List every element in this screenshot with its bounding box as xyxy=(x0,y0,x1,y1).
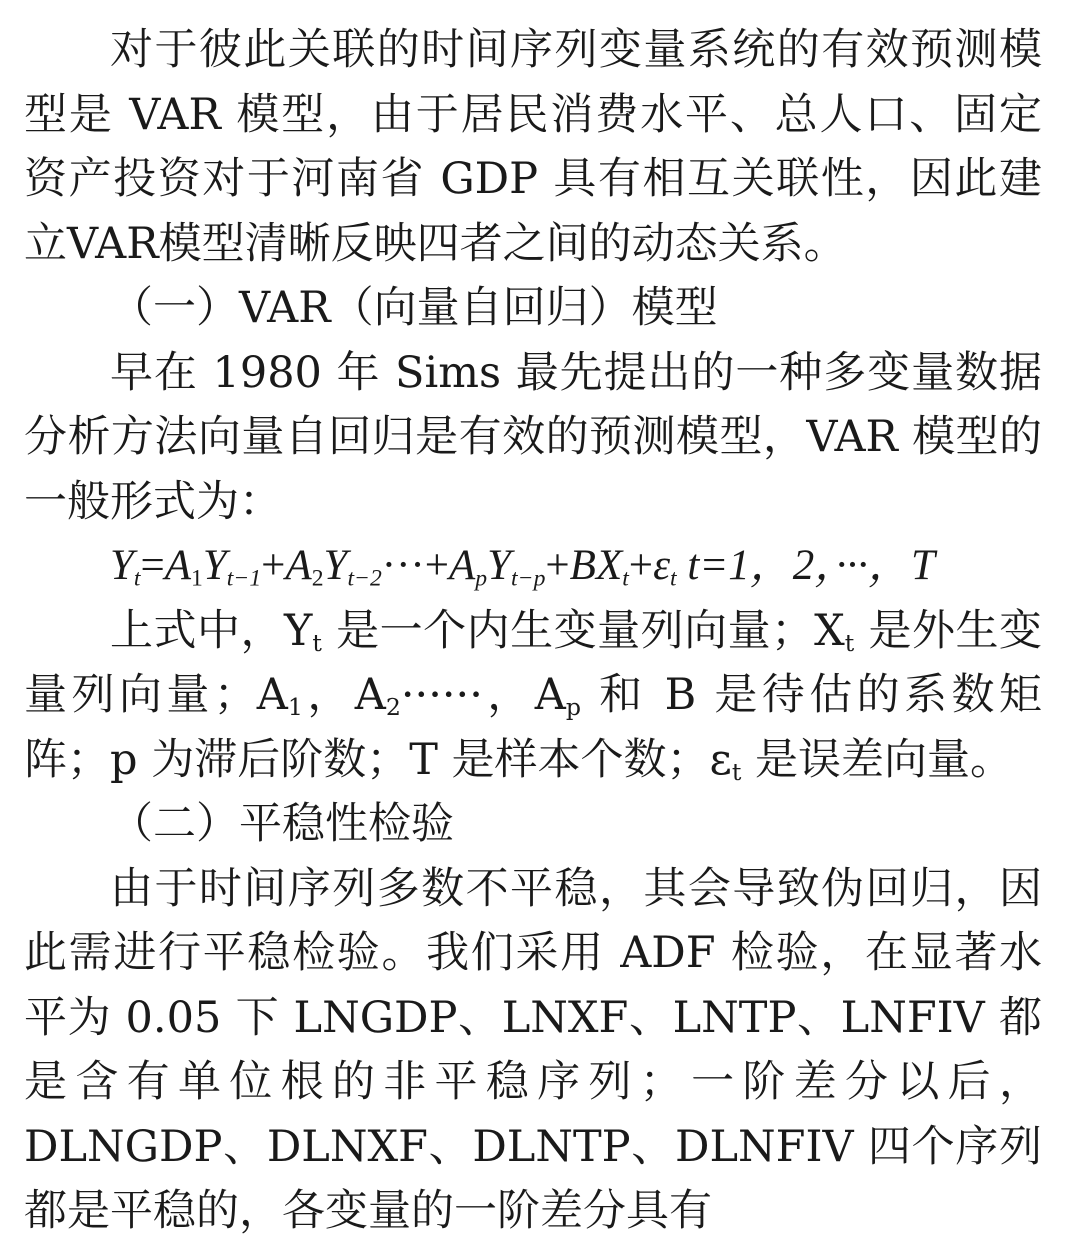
section-heading-stationarity: （二）平稳性检验 xyxy=(110,799,454,849)
document-page xyxy=(24,18,1042,1244)
var-formula: $Y_t=A_1Y_{t-1}+A_2Y_{t-2}\cdot\cdot\cdot+A_pY_{t-p}+BX_t+\varepsilon_t$ t=1，2，···，T xyxy=(110,542,935,592)
stationarity-paragraph: 由于时间序列多数不平稳，其会导致伪回归，因此需进行平稳检验。我们采用 ADF 检验，在显著水平为 0.05 下 LNGDP、LNXF、LNTP、LNFIV 都是含有单位根的非平稳序列；一阶差分以后，DLNGDP、DLNXF、DLNTP、DLNFIV 四个序列都是平稳的，各变量的一阶差分具有 xyxy=(24,863,1042,1236)
section-heading-var-model: （一）VAR（向量自回归）模型 xyxy=(110,283,718,333)
formula-explanation-paragraph: 上式中，Yt 是一个内生变量列向量；Xt 是外生变量列向量；A1，A2······，Ap 和 B 是待估的系数矩阵；p 为滞后阶数；T 是样本个数；εt 是误差向量。 xyxy=(24,605,1043,786)
var-definition-paragraph: 早在 1980 年 Sims 最先提出的一种多变量数据分析方法向量自回归是有效的预测模型，VAR 模型的一般形式为： xyxy=(24,347,1042,527)
intro-paragraph: 对于彼此关联的时间序列变量系统的有效预测模型是 VAR 模型，由于居民消费水平、总人口、固定资产投资对于河南省 GDP 具有相互关联性，因此建立VAR模型清晰反映四者之间的动态关系。 xyxy=(24,25,1042,269)
